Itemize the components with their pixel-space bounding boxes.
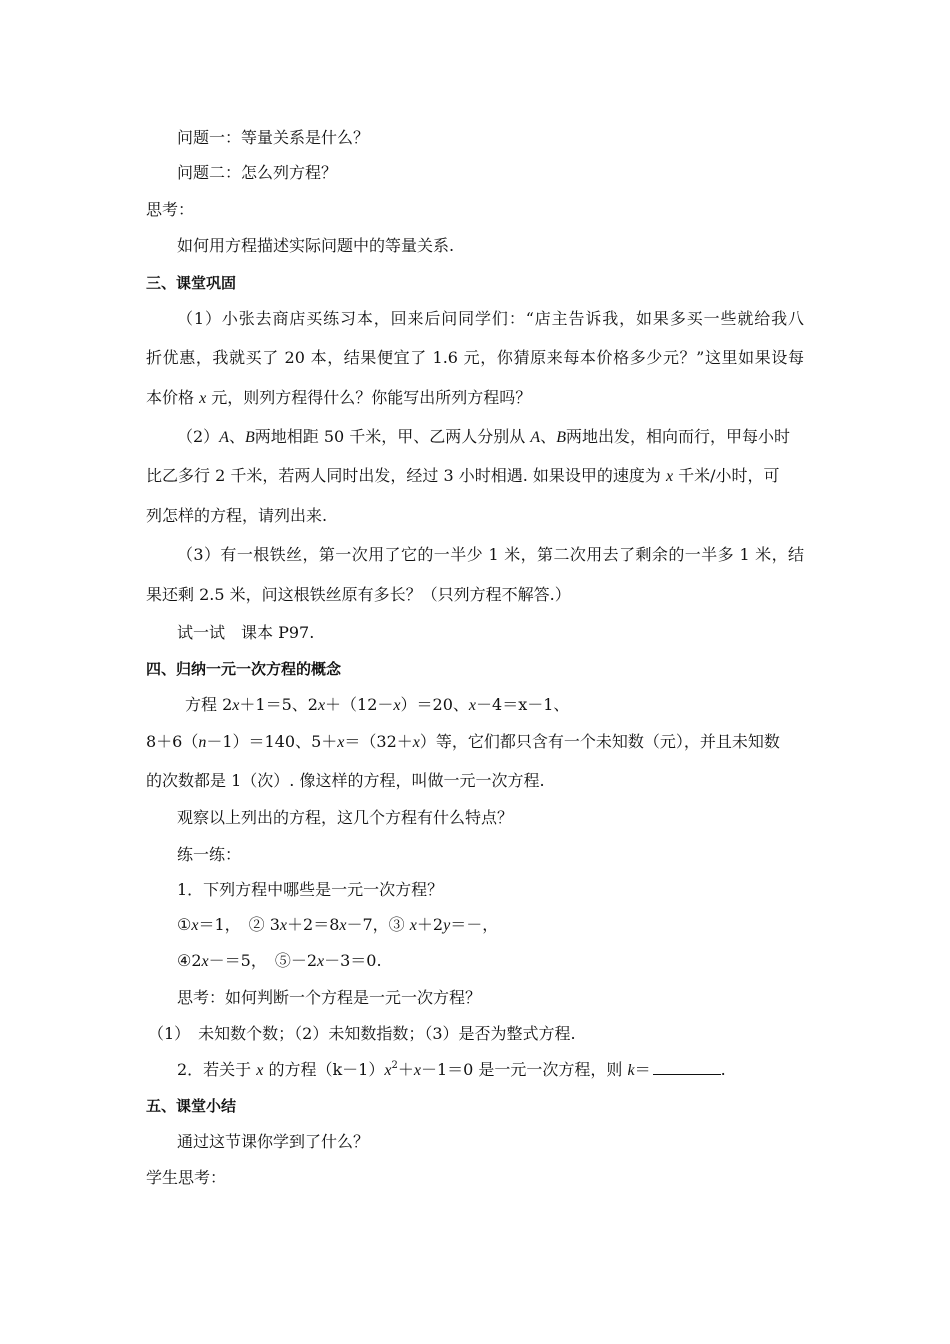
think-label: 思考： [146,200,195,219]
problem-2-line-2: 比乙多行 2 千米，若两人同时出发，经过 3 小时相遇. 如果设甲的速度为 x 千米/小时，可 [146,466,780,485]
exercise-1-options-b: ④2x－＝5， ⑤－2x－3＝0. [177,951,382,970]
practice-label: 练一练： [177,845,242,864]
problem-2-line-1: （2）A、B两地相距 50 千米，甲、乙两人分别从 A、B两地出发，相向而行，甲每小时 [177,427,790,446]
section-five-heading: 五、课堂小结 [146,1097,237,1115]
summary-question: 通过这节课你学到了什么？ [177,1132,370,1151]
problem-1-line-3: 本价格 x 元，则列方程得什么？你能写出所列方程吗？ [146,388,532,407]
student-think: 学生思考： [146,1168,227,1187]
think-text: 如何用方程描述实际问题中的等量关系. [177,236,455,255]
section-four-heading: 四、归纳一元一次方程的概念 [146,660,342,678]
exercise-1-options-a: ①x＝1， ② 3x＋2＝8x－7，③ x＋2y＝－， [177,915,499,934]
think-criteria: 思考：如何判断一个方程是一元一次方程？ [177,988,482,1007]
try-it-line: 试一试 课本 P97. [177,623,315,642]
problem-3-line-1: （3）有一根铁丝，第一次用了它的一半少 1 米，第二次用去了剩余的一半多 1 米，结 [177,545,804,564]
definition-line: 的次数都是 1（次）. 像这样的方程，叫做一元一次方程. [146,771,545,790]
equations-line-2: 8＋6（n－1）＝140、5＋x＝（32＋x）等，它们都只含有一个未知数（元），并且未知数 [146,732,780,751]
criteria-list: （1） 未知数个数；（2）未知数指数；（3）是否为整式方程. [148,1024,576,1043]
exercise-1: 1．下列方程中哪些是一元一次方程？ [177,880,444,899]
observe-line: 观察以上列出的方程，这几个方程有什么特点？ [177,808,514,827]
section-three-heading: 三、课堂巩固 [146,274,237,292]
problem-1-line-1: （1）小张去商店买练习本，回来后问同学们：“店主告诉我，如果多买一些就给我八 [177,309,804,328]
answer-blank [653,1060,721,1075]
question-one: 问题一：等量关系是什么？ [177,128,370,147]
problem-1-line-2: 折优惠，我就买了 20 本，结果便宜了 1.6 元，你猜原来每本价格多少元？”这里如果设每 [146,348,804,367]
exercise-2: 2．若关于 x 的方程$(k-1)x^2+x-1=0$ 是一元一次方程，则 k＝ . [177,1060,726,1079]
problem-2-line-3: 列怎样的方程，请列出来. [146,506,328,525]
problem-3-line-2: 果还剩 2.5 米，问这根铁丝原有多长？（只列方程不解答.） [146,585,571,604]
question-two: 问题二：怎么列方程？ [177,163,338,182]
equations-line-1: 方程 2x＋1＝5、2x＋（12－x）＝20、x－4＝x－1、 [185,695,570,714]
